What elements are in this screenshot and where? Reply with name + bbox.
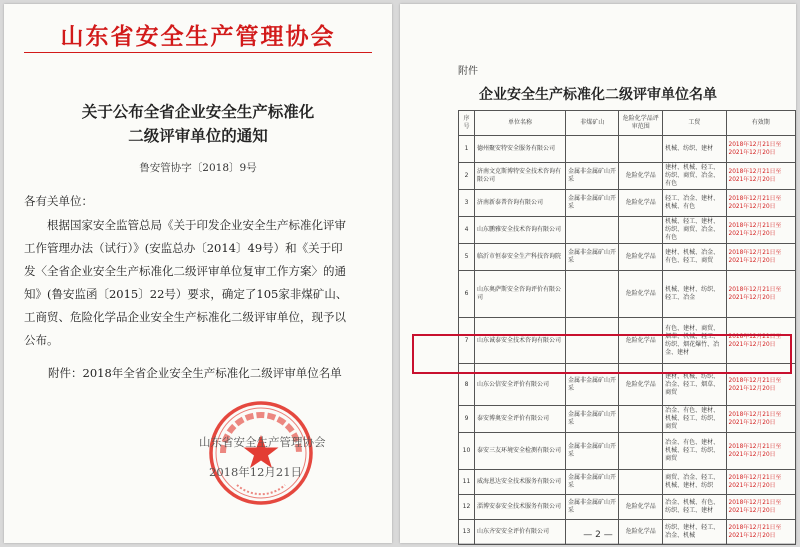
table-row	[459, 433, 796, 470]
cell-no: 8	[459, 364, 475, 406]
attachment-line: 附件：2018年全省企业安全生产标准化二级评审单位名单	[48, 366, 342, 380]
cell-name: 临沂市恒泰安全生产科技咨询院	[474, 244, 565, 271]
cell-mine: 金属非金属矿山开采	[566, 364, 619, 406]
header-divider	[24, 52, 372, 53]
table-row	[459, 217, 796, 244]
cell-no: 5	[459, 244, 475, 271]
cell-no: 4	[459, 217, 475, 244]
cell-valid: 2018年12月21日至2021年12月20日	[726, 217, 795, 244]
cell-mine	[566, 271, 619, 318]
cell-valid: 2018年12月21日至2021年12月20日	[726, 433, 795, 470]
cell-mine	[566, 136, 619, 163]
attachment-label: 附件	[458, 66, 478, 77]
cell-valid: 2018年12月21日至2021年12月20日	[726, 190, 795, 217]
cell-trade: 纺织、建材、轻工、冶金、机械	[663, 520, 726, 545]
cell-chem: 危险化学品	[619, 190, 663, 217]
cell-no: 9	[459, 406, 475, 433]
cell-no: 3	[459, 190, 475, 217]
page-number: — 2 —	[583, 530, 613, 540]
header-valid: 有效期	[726, 111, 795, 136]
cell-no: 2	[459, 163, 475, 190]
body-line: 工商贸、危险化学品企业安全生产标准化二级评审单位，现予以	[24, 310, 346, 324]
cell-name: 山东齐安安全评价有限公司	[474, 520, 565, 545]
header-trade: 工贸	[663, 111, 726, 136]
cell-no: 13	[459, 520, 475, 545]
cell-chem: 危险化学品	[619, 495, 663, 520]
table-row	[459, 495, 796, 520]
cell-name: 德州聚安特安全服务有限公司	[474, 136, 565, 163]
table-row	[459, 244, 796, 271]
cell-no: 1	[459, 136, 475, 163]
cell-valid: 2018年12月21日至2021年12月20日	[726, 163, 795, 190]
list-page	[400, 4, 796, 543]
notice-page	[4, 4, 392, 543]
cell-mine: 金属非金属矿山开采	[566, 163, 619, 190]
cell-name: 山东奥萨斯安全咨询评价有限公司	[474, 271, 565, 318]
list-title: 企业安全生产标准化二级评审单位名单	[479, 87, 717, 103]
cell-valid: 2018年12月21日至2021年12月20日	[726, 406, 795, 433]
cell-chem	[619, 470, 663, 495]
header-chem: 危险化学品评审范围	[619, 111, 663, 136]
cell-mine: 金属非金属矿山开采	[566, 406, 619, 433]
cell-chem	[619, 136, 663, 163]
cell-mine	[566, 217, 619, 244]
cell-trade: 有色、建材、商贸、烟草、机械、轻工、纺织、烟花爆竹、冶金、建材	[663, 318, 726, 364]
cell-no: 11	[459, 470, 475, 495]
body-line: 知》(鲁安监函〔2015〕22号）要求，确定了105家非煤矿山、	[24, 287, 348, 301]
cell-valid: 2018年12月21日至2021年12月20日	[726, 470, 795, 495]
cell-valid: 2018年12月21日至2021年12月20日	[726, 495, 795, 520]
cell-valid: 2018年12月21日至2021年12月20日	[726, 364, 795, 406]
table-row	[459, 470, 796, 495]
cell-chem: 危险化学品	[619, 318, 663, 364]
cell-name: 济南新泰普咨询有限公司	[474, 190, 565, 217]
cell-chem: 危险化学品	[619, 520, 663, 545]
cell-name: 山东鹏雅安全技术咨询有限公司	[474, 217, 565, 244]
header-mine: 非煤矿山	[566, 111, 619, 136]
cell-mine: 金属非金属矿山开采	[566, 433, 619, 470]
cell-chem	[619, 217, 663, 244]
table-row	[459, 190, 796, 217]
cell-trade: 机械、纺织、建材	[663, 136, 726, 163]
cell-trade: 建材、机械、轻工、纺织、商贸、冶金、有色	[663, 163, 726, 190]
highlight-box-row-8	[412, 334, 792, 374]
cell-no: 12	[459, 495, 475, 520]
notice-title-line1: 关于公布全省企业安全生产标准化	[81, 102, 315, 121]
cell-name: 济南文克斯博特安全技术咨询有限公司	[474, 163, 565, 190]
official-seal-icon	[207, 399, 315, 507]
table-row	[459, 406, 796, 433]
signature-date: 2018年12月21日	[209, 465, 303, 479]
body-line: 工作管理办法（试行）》(安监总办〔2014〕49号）和《关于印	[24, 241, 343, 255]
cell-valid: 2018年12月21日至2021年12月20日	[726, 271, 795, 318]
table-row	[459, 271, 796, 318]
notice-body	[24, 214, 376, 352]
cell-trade: 轻工、冶金、建材、机械、有色	[663, 190, 726, 217]
cell-name: 威海恩达安全技术服务有限公司	[474, 470, 565, 495]
cell-valid: 2018年12月21日至2021年12月20日	[726, 318, 795, 364]
cell-trade: 机械、建材、纺织、轻工、冶金	[663, 271, 726, 318]
cell-chem: 危险化学品	[619, 271, 663, 318]
cell-trade: 建材、机械、纺织、冶金、轻工、烟草、商贸	[663, 364, 726, 406]
notice-header: 山东省安全生产管理协会	[60, 23, 336, 50]
cell-chem: 危险化学品	[619, 364, 663, 406]
cell-valid: 2018年12月21日至2021年12月20日	[726, 244, 795, 271]
cell-name: 泰安博奥安全评价有限公司	[474, 406, 565, 433]
evaluation-units-table	[458, 110, 796, 545]
cell-trade: 冶金、有色、建材、机械、轻工、纺织、商贸	[663, 433, 726, 470]
cell-no: 10	[459, 433, 475, 470]
cell-chem: 危险化学品	[619, 244, 663, 271]
salutation: 各有关单位：	[24, 194, 93, 208]
notice-title-line2: 二级评审单位的通知	[128, 126, 268, 145]
cell-valid: 2018年12月21日至2021年12月20日	[726, 520, 795, 545]
cell-mine: 金属非金属矿山开采	[566, 244, 619, 271]
cell-mine: 金属非金属矿山开采	[566, 470, 619, 495]
table-header-row	[459, 111, 796, 136]
cell-name: 山东诚泰安全技术咨询有限公司	[474, 318, 565, 364]
cell-chem	[619, 406, 663, 433]
cell-trade: 冶金、有色、建材、机械、轻工、纺织、商贸	[663, 406, 726, 433]
cell-mine: 金属非金属矿山开采	[566, 190, 619, 217]
cell-trade: 建材、机械、冶金、有色、轻工、商贸	[663, 244, 726, 271]
cell-mine: 金属非金属矿山开采	[566, 495, 619, 520]
cell-chem: 危险化学品	[619, 163, 663, 190]
cell-chem	[619, 433, 663, 470]
cell-trade: 机械、轻工、建材、纺织、商贸、冶金、有色	[663, 217, 726, 244]
body-line: 发〈全省企业安全生产标准化二级评审单位复审工作方案〉的通	[24, 264, 346, 278]
table-row	[459, 163, 796, 190]
cell-valid: 2018年12月21日至2021年12月20日	[726, 136, 795, 163]
cell-name: 淄博安泰安全技术服务有限公司	[474, 495, 565, 520]
body-line: 公布。	[24, 333, 59, 347]
cell-trade: 冶金、机械、有色、纺织、轻工、建材	[663, 495, 726, 520]
header-name: 单位名称	[474, 111, 565, 136]
cell-name: 泰安三友环境安全检测有限公司	[474, 433, 565, 470]
cell-no: 7	[459, 318, 475, 364]
document-number: 鲁安管协字〔2018〕9号	[139, 162, 257, 174]
cell-name: 山东公信安全评价有限公司	[474, 364, 565, 406]
header-no: 序号	[459, 111, 475, 136]
cell-no: 6	[459, 271, 475, 318]
body-line: 根据国家安全监管总局《关于印发企业安全生产标准化评审	[47, 218, 346, 232]
cell-trade: 商贸、冶金、轻工、机械、建材、纺织	[663, 470, 726, 495]
signature-organization: 山东省安全生产管理协会	[199, 435, 326, 449]
table-row	[459, 136, 796, 163]
